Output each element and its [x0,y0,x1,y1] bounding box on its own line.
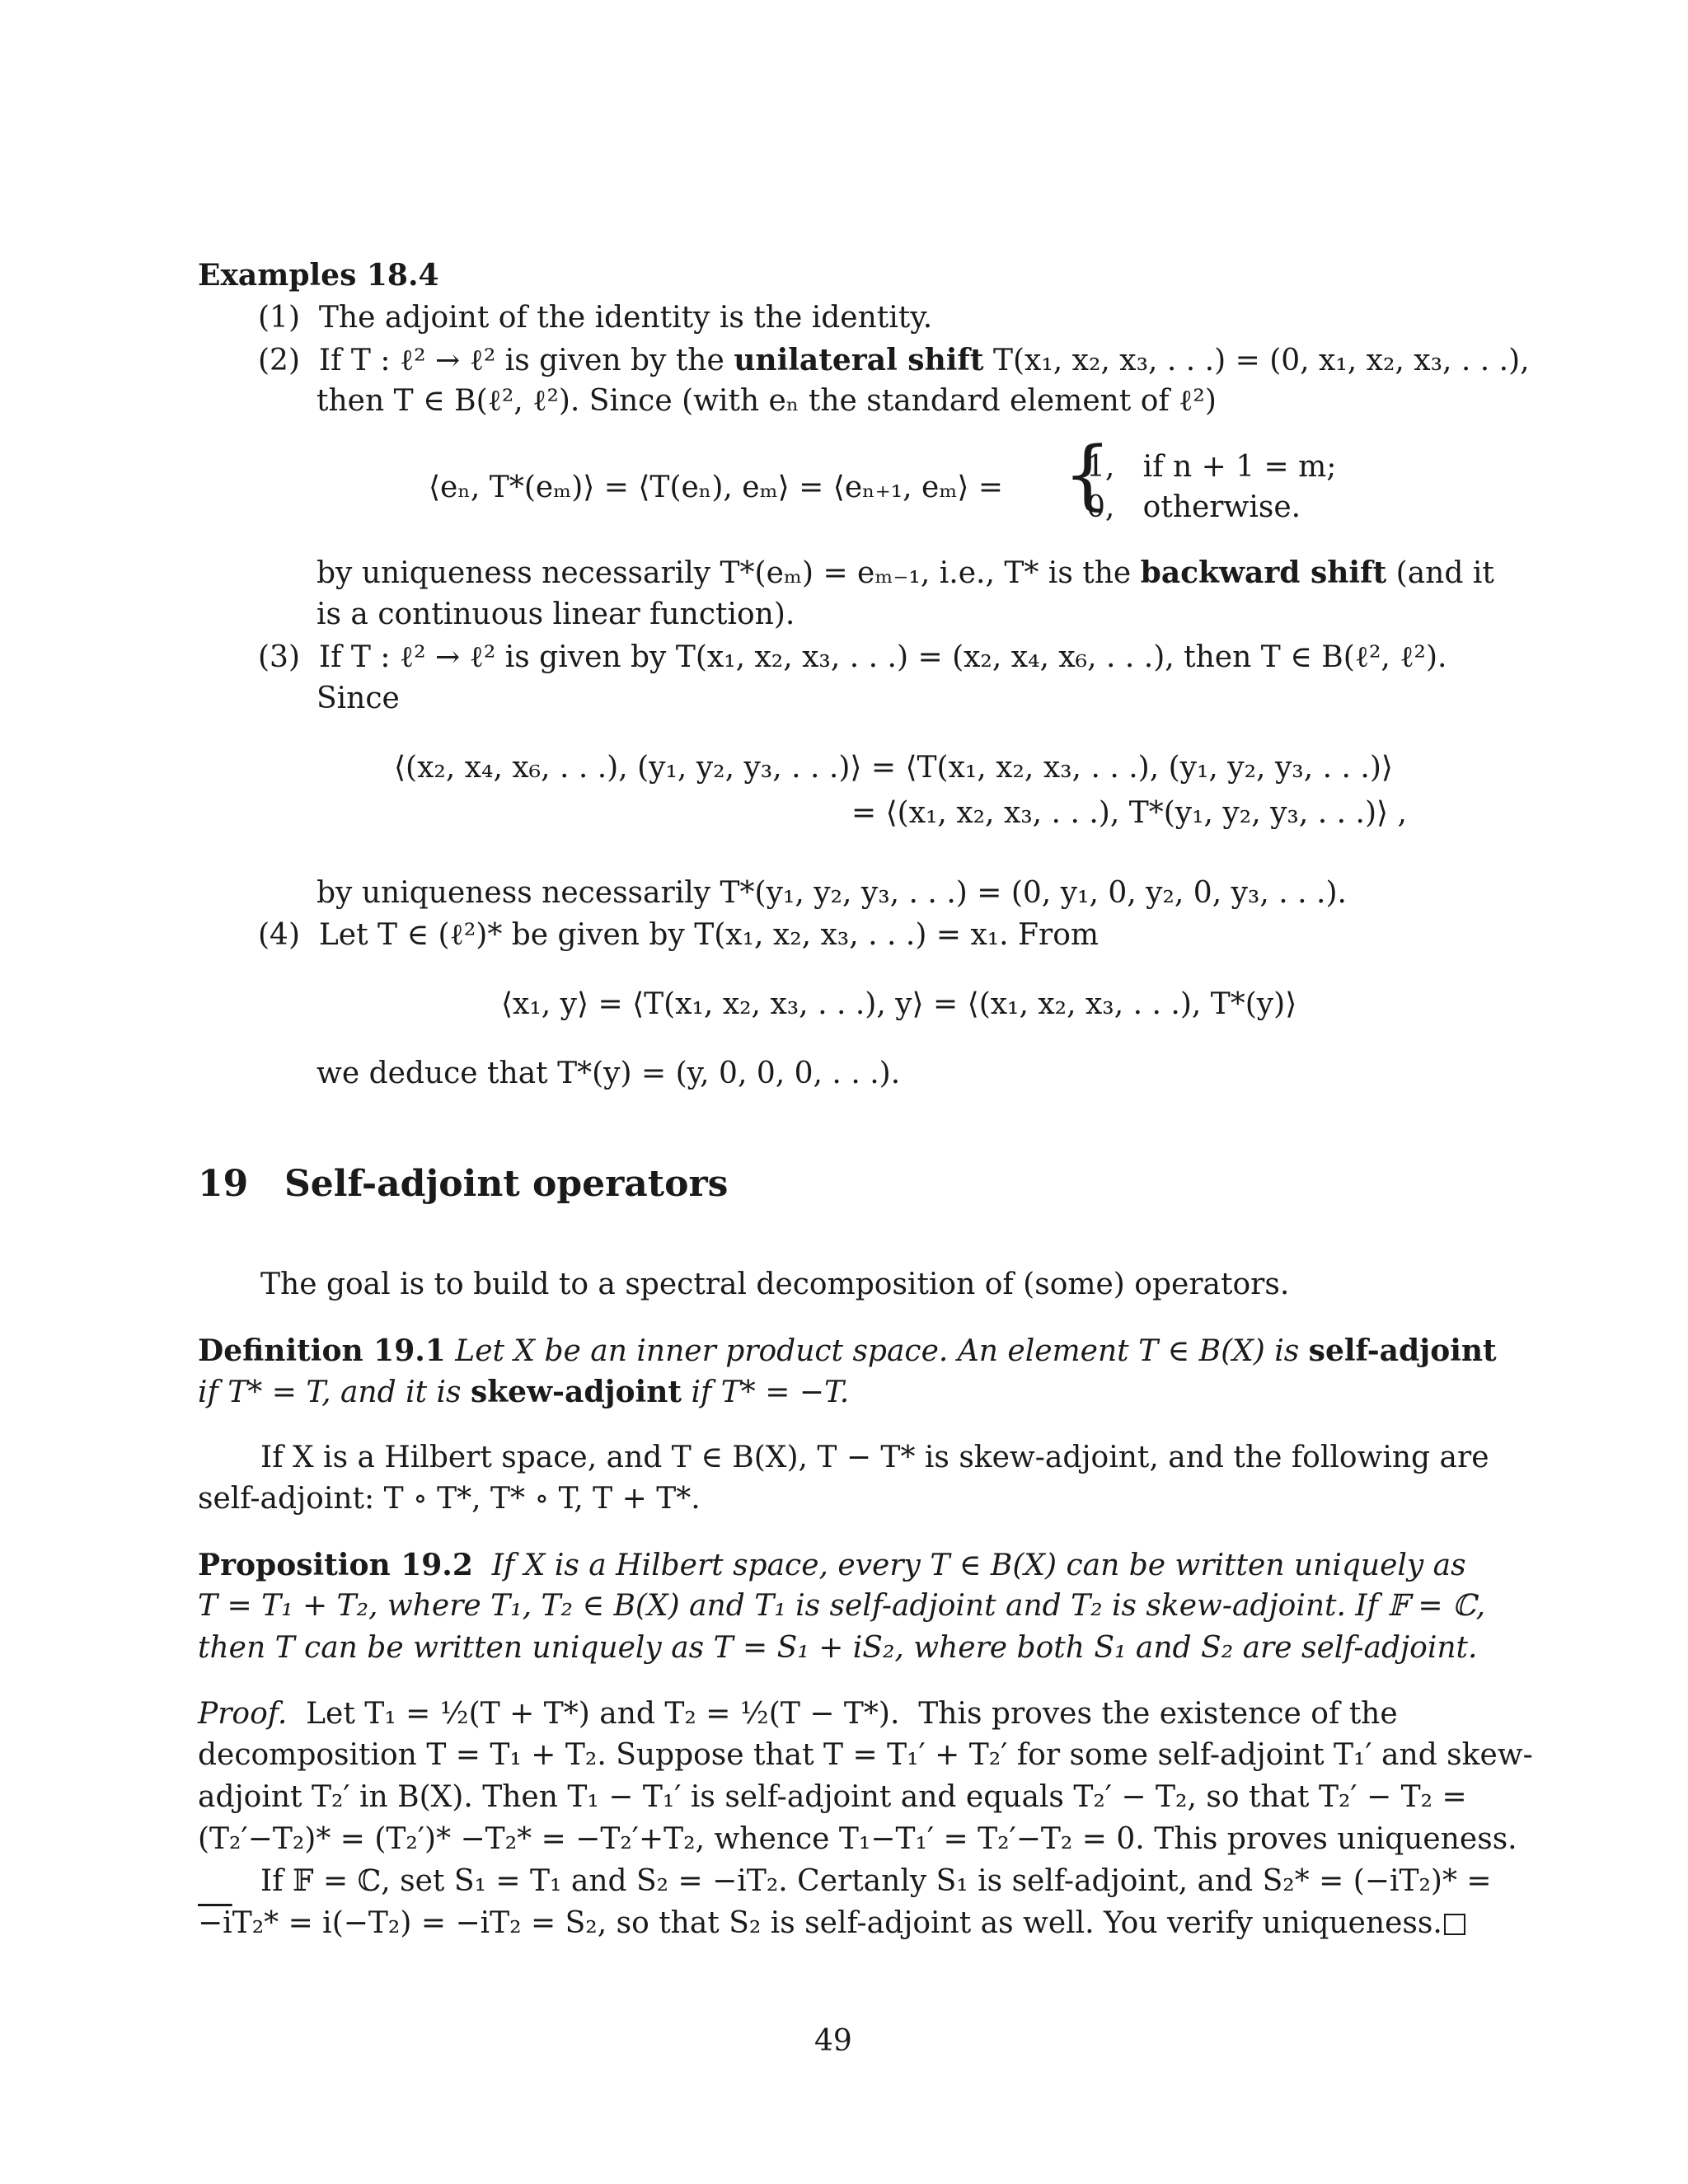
proof-line-5: If 𝔽 = ℂ, set S₁ = T₁ and S₂ = −iT₂. Certanly S₁ is self-adjoint, and S₂* = (−iT₂)* = [260,1864,1492,1898]
example-item-4-line-1: (4) Let T ∈ (ℓ²)* be given by T(x₁, x₂, x₃, . . .) = x₁. From [258,918,1100,952]
definition-text: if T* = T, and it is [198,1376,471,1409]
proof-line-1 [198,1696,1398,1732]
equation-case-1: 1, if n + 1 = m; [1086,450,1337,484]
definition-text: if T* = −T. [682,1376,850,1409]
example-text: (and it [1386,556,1494,590]
definition-label: Definition 19.1 [198,1333,446,1368]
proposition-text: If X is a Hilbert space, every T ∈ B(X) can be written uniquely as [472,1549,1466,1582]
proposition-line-3: then T can be written uniquely as T = S₁ + iS₂, where both S₁ and S₂ are self-adjoint. [198,1631,1478,1665]
example-text: by uniqueness necessarily T*(eₘ) = eₘ₋₁, i.e., T* is the [316,556,1141,590]
proof-text: Let T₁ = ½(T + T*) and T₂ = ½(T − T*). This proves the existence of the [287,1697,1398,1731]
examples-heading: Examples 18.4 [198,258,439,293]
proof-line-2: decomposition T = T₁ + T₂. Suppose that T = T₁′ + T₂′ for some self-adjoint T₁′ and skew- [198,1738,1533,1772]
conjugate-overline: −i [198,1906,232,1940]
example-item-1: (1) The adjoint of the identity is the identity. [258,301,933,335]
section-title: Self-adjoint operators [284,1163,729,1205]
qed-square-icon [1444,1914,1465,1935]
example-item-2-line-2: then T ∈ B(ℓ², ℓ²). Since (with eₙ the standard element of ℓ²) [316,384,1217,418]
example-item-4-line-2: we deduce that T*(y) = (y, 0, 0, 0, . . .). [316,1057,901,1090]
term-skew-adjoint: skew-adjoint [470,1375,682,1409]
term-self-adjoint: self-adjoint [1308,1333,1497,1368]
example-item-3-line-3: by uniqueness necessarily T*(y₁, y₂, y₃, . . .) = (0, y₁, 0, y₂, 0, y₃, . . .). [316,876,1347,910]
example-item-2-line-4: is a continuous linear function). [316,598,795,631]
proof-label: Proof. [198,1697,288,1731]
proof-line-6 [198,1905,1442,1942]
page-number: 49 [814,2024,852,2058]
term-unilateral-shift: unilateral shift [734,343,984,377]
term-backward-shift: backward shift [1140,555,1387,590]
section-number: 19 [198,1163,249,1205]
proposition-line-2: T = T₁ + T₂, where T₁, T₂ ∈ B(X) and T₁ is self-adjoint and T₂ is skew-adjoint. If 𝔽 = ℂ, [198,1589,1486,1623]
equation-functional: ⟨x₁, y⟩ = ⟨T(x₁, x₂, x₃, . . .), y⟩ = ⟨(x₁, x₂, x₃, . . .), T*(y)⟩ [501,987,1297,1021]
equation-case-2: 0, otherwise. [1086,490,1301,524]
equation-even-shift-1: ⟨(x₂, x₄, x₆, . . .), (y₁, y₂, y₃, . . .)⟩ = ⟨T(x₁, x₂, x₃, . . .), (y₁, y₂, y₃, . . .)⟩ [394,751,1393,785]
example-item-3-line-2: Since [316,682,400,715]
definition-line-2 [198,1374,849,1411]
proposition-line-1 [198,1547,1466,1584]
example-text: (2) If T : ℓ² → ℓ² is given by the [258,344,734,377]
equation-shift-adjoint: ⟨eₙ, T*(eₘ)⟩ = ⟨T(eₙ), eₘ⟩ = ⟨eₙ₊₁, eₘ⟩ = [429,471,1004,504]
definition-line-1 [198,1333,1497,1370]
cases-brace: { [1063,430,1112,518]
example-item-2-line-3 [316,555,1494,592]
equation-even-shift-2: = ⟨(x₁, x₂, x₃, . . .), T*(y₁, y₂, y₃, . . .)⟩ , [851,796,1407,830]
proof-line-4: (T₂′−T₂)* = (T₂′)* −T₂* = −T₂′+T₂, whence T₁−T₁′ = T₂′−T₂ = 0. This proves uniqueness. [198,1822,1517,1856]
proof-text: T₂* = i(−T₂) = −iT₂ = S₂, so that S₂ is self-adjoint as well. You verify uniqueness. [232,1906,1442,1940]
proposition-label: Proposition 19.2 [198,1548,473,1582]
remark-line-1: If X is a Hilbert space, and T ∈ B(X), T − T* is skew-adjoint, and the following are [260,1441,1489,1474]
remark-line-2: self-adjoint: T ∘ T*, T* ∘ T, T + T*. [198,1482,701,1516]
example-item-2-line-1 [258,342,1530,379]
example-text: T(x₁, x₂, x₃, . . .) = (0, x₁, x₂, x₃, . . .), [983,344,1530,377]
section-intro: The goal is to build to a spectral decomposition of (some) operators. [260,1268,1290,1301]
proof-line-3: adjoint T₂′ in B(X). Then T₁ − T₁′ is self-adjoint and equals T₂′ − T₂, so that T₂′ − T₂ = [198,1780,1467,1814]
definition-text: Let X be an inner product space. An element T ∈ B(X) is [445,1334,1309,1368]
example-item-3-line-1: (3) If T : ℓ² → ℓ² is given by T(x₁, x₂, x₃, . . .) = (x₂, x₄, x₆, . . .), then T ∈ B(ℓ², ℓ²). [258,640,1447,674]
